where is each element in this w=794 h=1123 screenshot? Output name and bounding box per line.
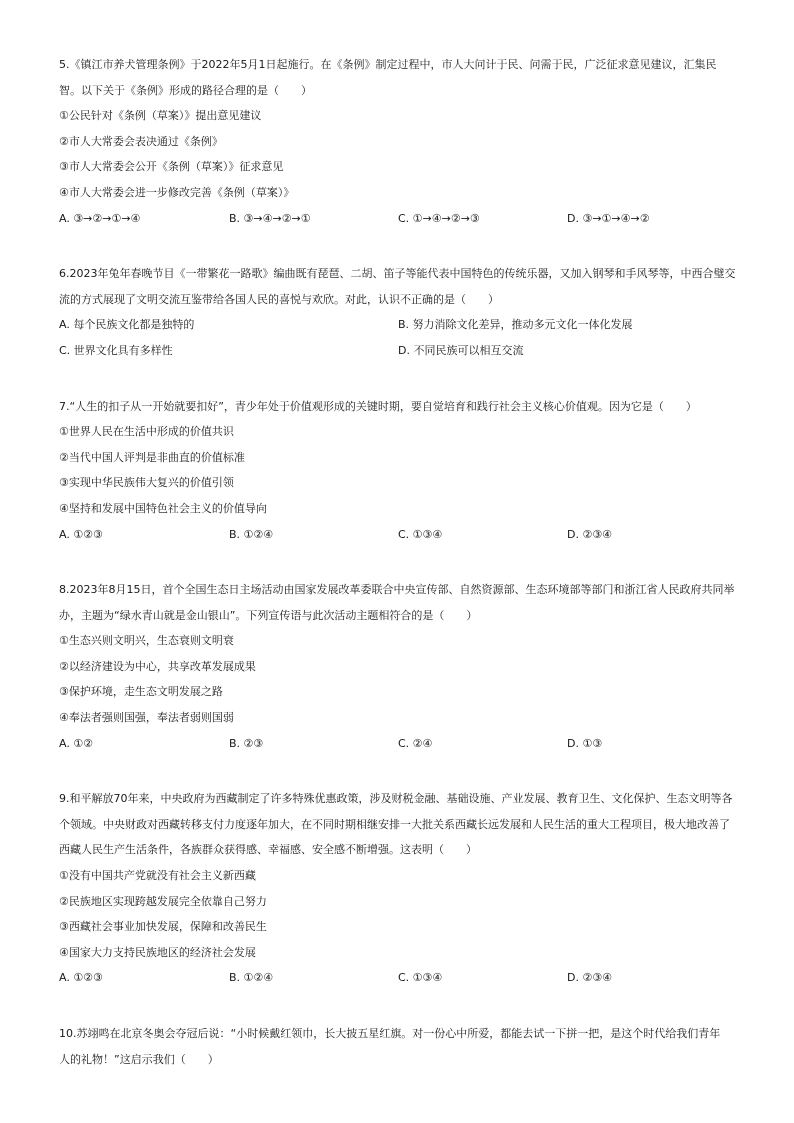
question-stem-line: 西藏人民生产生活条件，各族群众获得感、幸福感、安全感不断增强。这表明（ ） — [59, 843, 477, 857]
statement: ①生态兴则文明兴，生态衰则文明衰 — [59, 634, 234, 648]
question-stem-line: 智。以下关于《条例》形成的路径合理的是（ ） — [59, 83, 312, 97]
statement: ③保护环境，走生态文明发展之路 — [59, 685, 223, 699]
option-d: D. ②③④ — [567, 527, 613, 541]
statement: ②以经济建设为中心，共享改革发展成果 — [59, 659, 256, 673]
statement: ②当代中国人评判是非曲直的价值标准 — [59, 450, 245, 464]
question-5 — [59, 52, 739, 231]
option-d: D. ②③④ — [567, 971, 613, 985]
option-b: B. ②③ — [229, 736, 264, 750]
option-c: C. 世界文化具有多样性 — [59, 343, 173, 357]
question-stem-line: 8.2023年8月15日，首个全国生态日主场活动由国家发展改革委联合中央宣传部、自然资源部、生态环境部等部门和浙江省人民政府共同举 — [59, 583, 735, 597]
options-row — [59, 731, 739, 757]
option-b: B. ①②④ — [229, 527, 274, 541]
statement: ③市人大常委会公开《条例（草案）》征求意见 — [59, 160, 284, 174]
question-stem-line: 流的方式展现了文明交流互鉴带给各国人民的喜悦与欢欣。对此，认识不正确的是（ ） — [59, 292, 499, 306]
statement: ①公民针对《条例（草案）》提出意见建议 — [59, 109, 262, 123]
option-b: B. 努力消除文化差异，推动多元文化一体化发展 — [398, 318, 633, 332]
question-stem-line: 5.《镇江市养犬管理条例》于2022年5月1日起施行。在《条例》制定过程中，市人大问计于民、问需于民，广泛征求意见建议，汇集民 — [59, 58, 717, 71]
statement: ③实现中华民族伟大复兴的价值引领 — [59, 476, 234, 490]
statement: ②市人大常委会表决通过《条例》 — [59, 134, 223, 148]
question-stem-line: 人的礼物！”这启示我们（ ） — [59, 1052, 219, 1066]
statement: ②民族地区实现跨越发展完全依靠自己努力 — [59, 894, 267, 908]
question-9 — [59, 786, 739, 991]
options-row — [59, 206, 739, 232]
exam-page — [59, 52, 739, 1072]
question-8 — [59, 577, 739, 756]
question-stem-line: 7.“人生的扣子从一开始就要扣好”，青少年处于价值观形成的关键时期，要自觉培育和践行社会主义核心价值观。因为它是（ ） — [59, 399, 697, 413]
question-stem-line: 办，主题为“绿水青山就是金山银山”。下列宣传语与此次活动主题相符合的是（ ） — [59, 608, 478, 622]
option-b: B. ①②④ — [229, 971, 274, 985]
question-stem-line: 10.苏翊鸣在北京冬奥会夺冠后说：“小时候戴红领巾，长大披五星红旗。对一份心中所爱，都能去试一下拼一把，是这个时代给我们青年 — [59, 1027, 721, 1040]
option-d: D. ③→①→④→② — [567, 211, 650, 225]
statement: ①没有中国共产党就没有社会主义新西藏 — [59, 869, 256, 883]
option-a: A. 每个民族文化都是独特的 — [59, 318, 195, 332]
statement: ④坚持和发展中国特色社会主义的价值导向 — [59, 501, 267, 515]
option-c: C. ①③④ — [398, 527, 443, 541]
question-stem-line: 9.和平解放70年来，中央政府为西藏制定了许多特殊优惠政策，涉及财税金融、基础设施、产业发展、教育卫生、文化保护、生态文明等各 — [59, 792, 733, 806]
options-row — [59, 965, 739, 991]
statement: ④国家大力支持民族地区的经济社会发展 — [59, 945, 256, 959]
question-stem-line: 个领域。中央财政对西藏转移支付力度逐年加大，在不同时期相继安排一大批关系西藏长远发展和人民生活的重大工程项目，极大地改善了 — [59, 817, 730, 831]
option-b: B. ③→④→②→① — [229, 211, 311, 225]
statement: ③西藏社会事业加快发展，保障和改善民生 — [59, 920, 267, 934]
statement: ④奉法者强则国强，奉法者弱则国弱 — [59, 711, 234, 725]
question-stem-line: 6.2023年兔年春晚节目《一带繁花一路歌》编曲既有琵琶、二胡、笛子等能代表中国特色的传统乐器，又加入钢琴和手风琴等，中西合璧交 — [59, 267, 736, 281]
question-10 — [59, 1021, 739, 1072]
option-c: C. ①③④ — [398, 971, 443, 985]
option-a: A. ①②③ — [59, 971, 103, 985]
statement: ①世界人民在生活中形成的价值共识 — [59, 425, 234, 439]
options-row — [59, 312, 739, 338]
option-c: C. ②④ — [398, 736, 433, 750]
option-a: A. ③→②→①→④ — [59, 211, 141, 225]
options-row — [59, 522, 739, 548]
option-d: D. 不同民族可以相互交流 — [398, 343, 524, 357]
option-c: C. ①→④→②→③ — [398, 211, 480, 225]
option-d: D. ①③ — [567, 736, 603, 750]
statement: ④市人大常委会进一步修改完善《条例（草案）》 — [59, 185, 295, 199]
option-a: A. ①② — [59, 736, 94, 750]
option-a: A. ①②③ — [59, 527, 103, 541]
question-7 — [59, 394, 739, 548]
question-6 — [59, 261, 739, 363]
options-row — [59, 338, 739, 364]
